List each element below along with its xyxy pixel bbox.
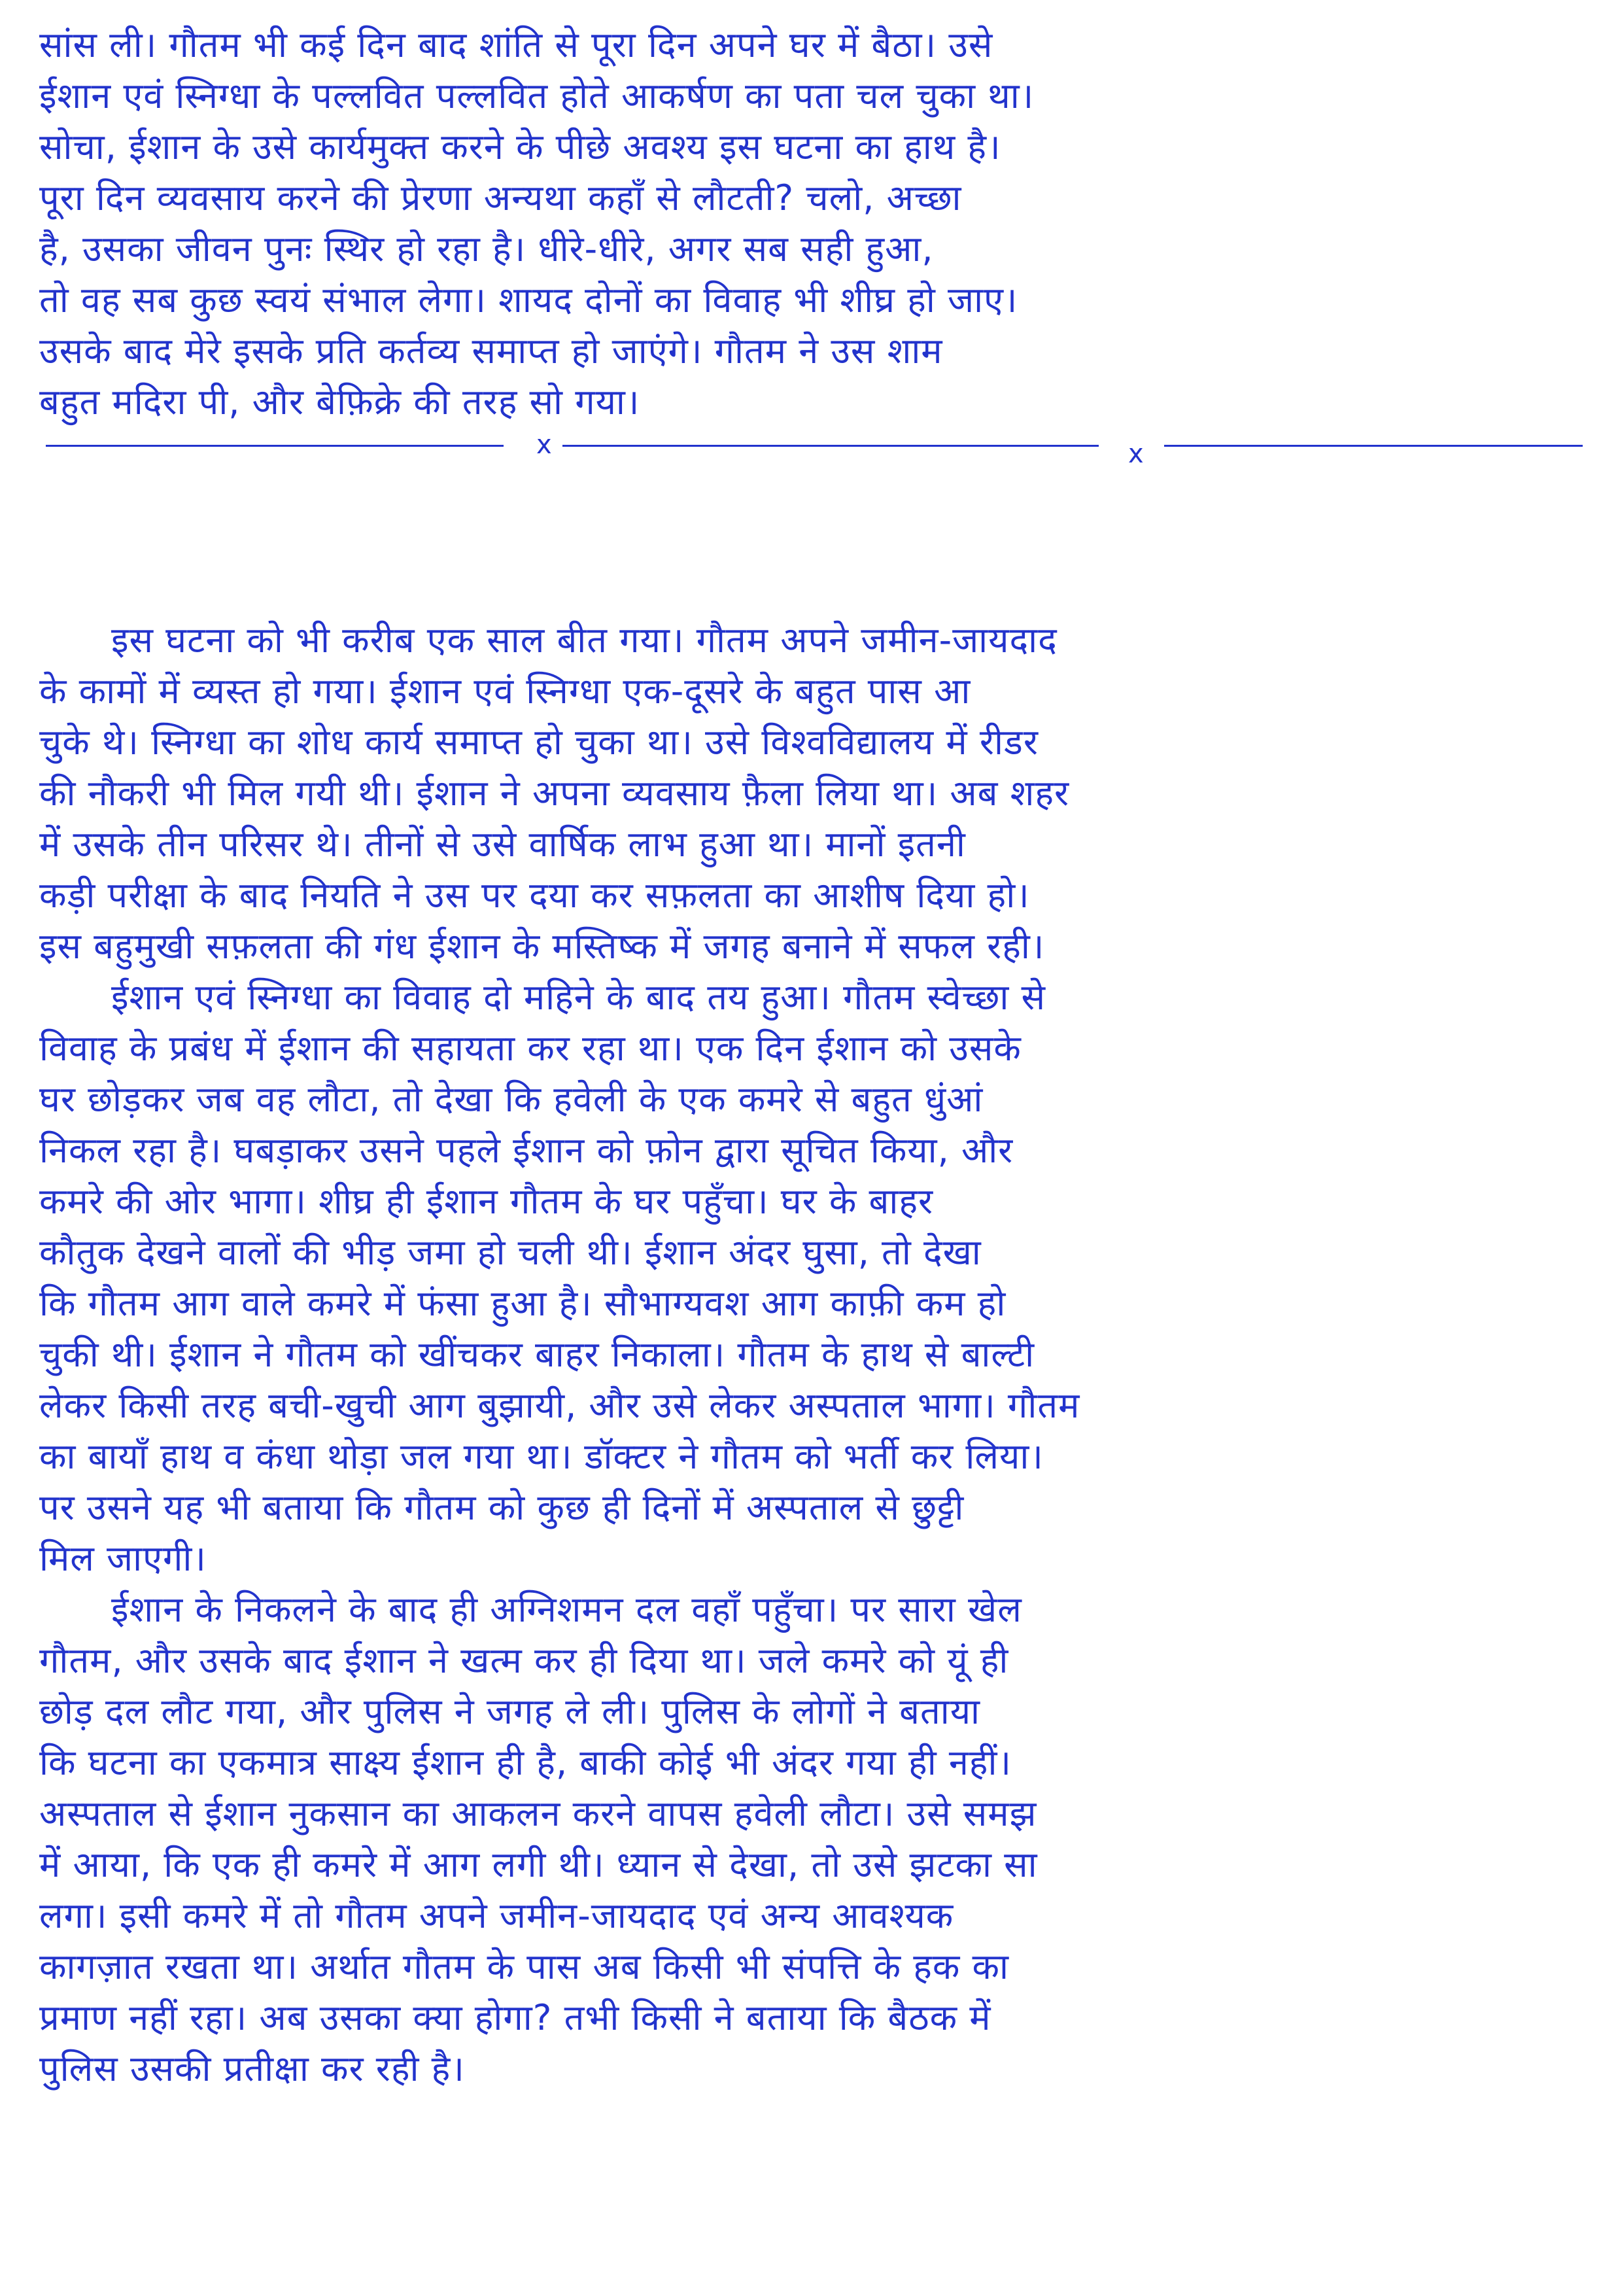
text-line: में उसके तीन परिसर थे। तीनों से उसे वार्षिक लाभ हुआ था। मानों इतनी (39, 824, 966, 865)
divider-mark: x (1128, 439, 1144, 469)
paragraph-4 (39, 1584, 1592, 2095)
paragraph-2 (39, 615, 1592, 972)
text-line: बहुत मदिरा पी, और बेफ़िक्रे की तरह सो गया। (39, 381, 640, 423)
text-line: चुकी थी। ईशान ने गौतम को खींचकर बाहर निकाला। गौतम के हाथ से बाल्टी (39, 1334, 1035, 1375)
text-line: तो वह सब कुछ स्वयं संभाल लेगा। शायद दोनों का विवाह भी शीघ्र हो जाए। (39, 279, 1018, 321)
text-line: कि गौतम आग वाले कमरे में फंसा हुआ है। सौभाग्यवश आग काफ़ी कम हो (39, 1283, 1007, 1324)
text-line: पर उसने यह भी बताया कि गौतम को कुछ ही दिनों में अस्पताल से छुट्टी (39, 1487, 965, 1528)
text-line: निकल रहा है। घबड़ाकर उसने पहले ईशान को फ़ोन द्वारा सूचित किया, और (39, 1130, 1014, 1171)
text-line: कि घटना का एकमात्र साक्ष्य ईशान ही है, बाकी कोई भी अंदर गया ही नहीं। (39, 1742, 1012, 1783)
text-line: ईशान के निकलने के बाद ही अग्निशमन दल वहाँ पहुँचा। पर सारा खेल (111, 1589, 1022, 1630)
divider-rule (1164, 445, 1583, 447)
text-line: कौतुक देखने वालों की भीड़ जमा हो चली थी। ईशान अंदर घुसा, तो देखा (39, 1232, 982, 1273)
text-line: ईशान एवं स्निग्धा का विवाह दो महिने के बाद तय हुआ। गौतम स्वेच्छा से (111, 977, 1046, 1018)
text-line: सांस ली। गौतम भी कई दिन बाद शांति से पूरा दिन अपने घर में बैठा। उसे (39, 24, 993, 65)
text-line: है, उसका जीवन पुनः स्थिर हो रहा है। धीरे-धीरे, अगर सब सही हुआ, (39, 228, 934, 270)
text-line: अस्पताल से ईशान नुकसान का आकलन करने वापस हवेली लौटा। उसे समझ (39, 1793, 1037, 1834)
text-line: घर छोड़कर जब वह लौटा, तो देखा कि हवेली के एक कमरे से बहुत धुंआं (39, 1079, 984, 1120)
text-line: उसके बाद मेरे इसके प्रति कर्तव्य समाप्त हो जाएंगे। गौतम ने उस शाम (39, 330, 943, 372)
text-line: लेकर किसी तरह बची-खुची आग बुझायी, और उसे लेकर अस्पताल भागा। गौतम (39, 1385, 1080, 1426)
body-text (39, 615, 1592, 2095)
paragraph-3 (39, 972, 1592, 1584)
text-line: की नौकरी भी मिल गयी थी। ईशान ने अपना व्यवसाय फ़ैला लिया था। अब शहर (39, 773, 1070, 814)
text-line: लगा। इसी कमरे में तो गौतम अपने जमीन-जायदाद एवं अन्य आवश्यक (39, 1895, 954, 1936)
text-line: कमरे की ओर भागा। शीघ्र ही ईशान गौतम के घर पहुँचा। घर के बाहर (39, 1181, 934, 1222)
text-line: गौतम, और उसके बाद ईशान ने खत्म कर ही दिया था। जले कमरे को यूं ही (39, 1640, 1009, 1681)
text-line: कागज़ात रखता था। अर्थात गौतम के पास अब किसी भी संपत्ति के हक का (39, 1946, 1009, 1987)
divider-mark: x (536, 430, 552, 460)
text-line: पूरा दिन व्यवसाय करने की प्रेरणा अन्यथा कहाँ से लौटती? चलो, अच्छा (39, 177, 962, 218)
text-line: कड़ी परीक्षा के बाद नियति ने उस पर दया कर सफ़लता का आशीष दिया हो। (39, 875, 1030, 916)
text-line: के कामों में व्यस्त हो गया। ईशान एवं स्निग्धा एक-दूसरे के बहुत पास आ (39, 670, 971, 712)
text-line: का बायाँ हाथ व कंधा थोड़ा जल गया था। डॉक्टर ने गौतम को भर्ती कर लिया। (39, 1436, 1044, 1477)
section-divider (39, 428, 1592, 469)
divider-rule (46, 445, 504, 447)
text-line: विवाह के प्रबंध में ईशान की सहायता कर रहा था। एक दिन ईशान को उसके (39, 1028, 1022, 1069)
text-line: सोचा, ईशान के उसे कार्यमुक्त करने के पीछे अवश्य इस घटना का हाथ है। (39, 126, 1001, 167)
text-line: छोड़ दल लौट गया, और पुलिस ने जगह ले ली। पुलिस के लोगों ने बताया (39, 1691, 981, 1732)
text-line: पुलिस उसकी प्रतीक्षा कर रही है। (39, 2048, 465, 2089)
divider-rule (562, 445, 1099, 447)
text-line: चुके थे। स्निग्धा का शोध कार्य समाप्त हो चुका था। उसे विश्वविद्यालय में रीडर (39, 722, 1039, 763)
text-line: मिल जाएगी। (39, 1538, 207, 1579)
text-line: इस घटना को भी करीब एक साल बीत गया। गौतम अपने जमीन-जायदाद (111, 619, 1058, 661)
paragraph-1 (39, 20, 1592, 469)
text-line: में आया, कि एक ही कमरे में आग लगी थी। ध्यान से देखा, तो उसे झटका सा (39, 1844, 1038, 1885)
text-line: इस बहुमुखी सफ़लता की गंध ईशान के मस्तिष्क में जगह बनाने में सफल रही। (39, 926, 1045, 967)
text-line: ईशान एवं स्निग्धा के पल्लवित पल्लवित होते आकर्षण का पता चल चुका था। (39, 75, 1035, 116)
text-line: प्रमाण नहीं रहा। अब उसका क्या होगा? तभी किसी ने बताया कि बैठक में (39, 1997, 991, 2038)
